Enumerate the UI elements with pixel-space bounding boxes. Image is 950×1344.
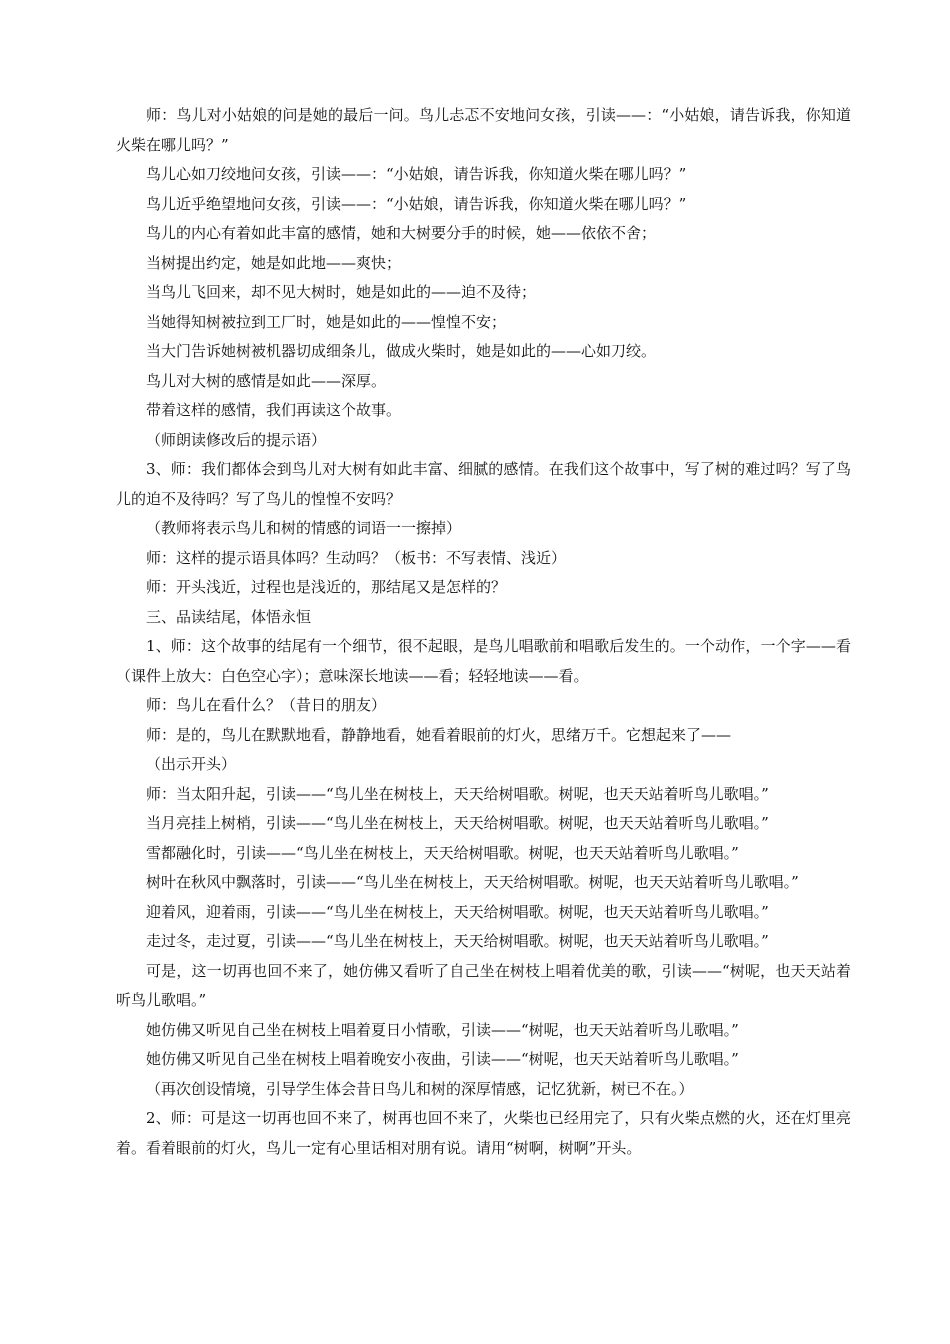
paragraph: 3、师：我们都体会到鸟儿对大树有如此丰富、细腻的感情。在我们这个故事中，写了树的难过吗？写了鸟儿的迫不及待吗？写了鸟儿的惶惶不安吗？	[116, 460, 851, 508]
paragraph: 走过冬，走过夏，引读——“鸟儿坐在树枝上，天天给树唱歌。树呢，也天天站着听鸟儿歌唱。”	[146, 932, 769, 950]
paragraph-note: （再次创设情境，引导学生体会昔日鸟儿和树的深厚情感，记忆犹新，树已不在。）	[146, 1079, 694, 1098]
paragraph: 鸟儿对大树的感情是如此——深厚。	[146, 371, 387, 390]
section-heading: 三、品读结尾，体悟永恒	[146, 607, 312, 626]
paragraph: 当她得知树被拉到工厂时，她是如此的——惶惶不安；	[146, 312, 507, 331]
paragraph: 师：开头浅近，过程也是浅近的，那结尾又是怎样的？	[146, 578, 507, 596]
paragraph: 1、师：这个故事的结尾有一个细节，很不起眼，是鸟儿唱歌前和唱歌后发生的。一个动作，一个字——看（课件上放大：白色空心字）；意味深长地读——看；轻轻地读——看。	[116, 637, 851, 685]
paragraph: 带着这样的感情，我们再读这个故事。	[146, 401, 402, 419]
paragraph: 雪都融化时，引读——“鸟儿坐在树枝上，天天给树唱歌。树呢，也天天站着听鸟儿歌唱。”	[146, 843, 739, 862]
paragraph: 师：鸟儿在看什么？（昔日的朋友）	[146, 696, 387, 714]
paragraph-note: （教师将表示鸟儿和树的情感的词语一一擦掉）	[146, 519, 462, 537]
paragraph: 鸟儿近乎绝望地问女孩，引读——：“小姑娘，请告诉我，你知道火柴在哪儿吗？”	[146, 194, 687, 213]
paragraph: 迎着风，迎着雨，引读——“鸟儿坐在树枝上，天天给树唱歌。树呢，也天天站着听鸟儿歌唱。”	[146, 902, 769, 921]
paragraph: 树叶在秋风中飘落时，引读——“鸟儿坐在树枝上，天天给树唱歌。树呢，也天天站着听鸟儿歌唱。”	[146, 873, 799, 891]
paragraph: 她仿佛又听见自己坐在树枝上唱着晚安小夜曲，引读——“树呢，也天天站着听鸟儿歌唱。”	[146, 1050, 739, 1068]
paragraph: 师：是的，鸟儿在默默地看，静静地看，她看着眼前的灯火，思绪万千。它想起来了——	[146, 725, 732, 744]
paragraph-note: （师朗读修改后的提示语）	[146, 430, 327, 449]
paragraph: 师：当太阳升起，引读——“鸟儿坐在树枝上，天天给树唱歌。树呢，也天天站着听鸟儿歌唱。”	[146, 784, 769, 803]
paragraph: 当大门告诉她树被机器切成细条儿，做成火柴时，她是如此的——心如刀绞。	[146, 342, 657, 360]
paragraph: 2、师：可是这一切再也回不来了，树再也回不来了，火柴也已经用完了，只有火柴点燃的火，还在灯里亮着。看着眼前的灯火，鸟儿一定有心里话相对朋有说。请用“树啊，树啊”开头。	[116, 1109, 851, 1157]
paragraph: 当月亮挂上树梢，引读——“鸟儿坐在树枝上，天天给树唱歌。树呢，也天天站着听鸟儿歌唱。”	[146, 814, 769, 832]
paragraph: 师：鸟儿对小姑娘的问是她的最后一问。鸟儿忐忑不安地问女孩，引读——：“小姑娘，请告诉我，你知道火柴在哪儿吗？”	[116, 106, 851, 154]
paragraph: 鸟儿心如刀绞地问女孩，引读——：“小姑娘，请告诉我，你知道火柴在哪儿吗？”	[146, 165, 687, 183]
paragraph: 可是，这一切再也回不来了，她仿佛又看听了自己坐在树枝上唱着优美的歌，引读——“树呢，也天天站着听鸟儿歌唱。”	[116, 961, 851, 1009]
paragraph: 当鸟儿飞回来，却不见大树时，她是如此的——迫不及待；	[146, 283, 537, 301]
paragraph: 鸟儿的内心有着如此丰富的感情，她和大树要分手的时候，她——依依不舍；	[146, 224, 657, 242]
document-body	[116, 101, 851, 1163]
paragraph: 师：这样的提示语具体吗？生动吗？（板书：不写表情、浅近）	[146, 548, 567, 567]
paragraph-note: （出示开头）	[146, 755, 237, 773]
paragraph: 当树提出约定，她是如此地——爽快；	[146, 253, 402, 272]
paragraph: 她仿佛又听见自己坐在树枝上唱着夏日小情歌，引读——“树呢，也天天站着听鸟儿歌唱。”	[146, 1020, 739, 1039]
